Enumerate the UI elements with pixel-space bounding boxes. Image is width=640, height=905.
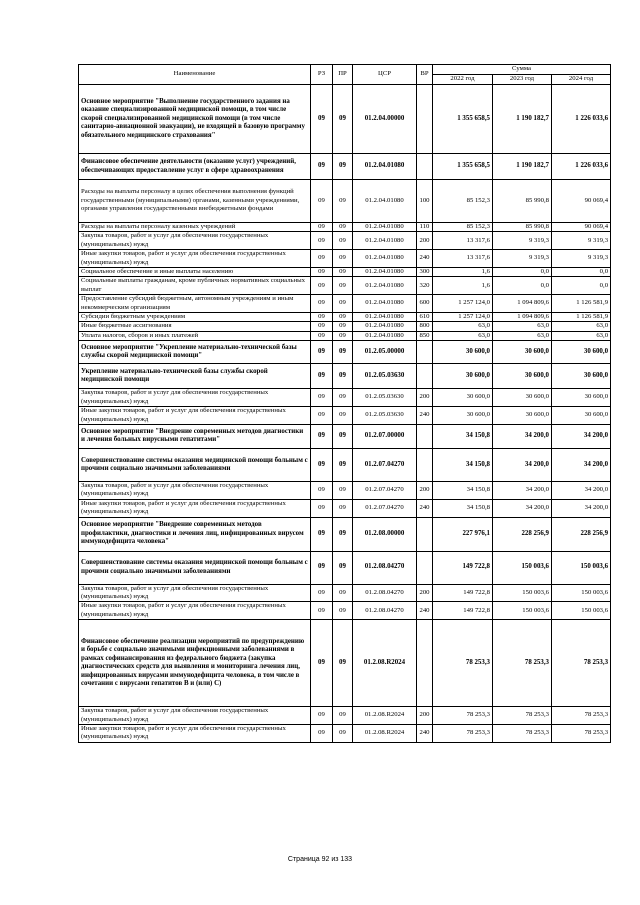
row-rz: 09 — [311, 277, 333, 295]
row-value-2022: 78 253,3 — [433, 724, 493, 742]
row-csr: 01.2.04.01080 — [353, 268, 417, 277]
row-value-2024: 1 126 581,9 — [552, 313, 611, 322]
row-vr — [417, 85, 433, 154]
row-value-2022: 85 152,3 — [433, 223, 493, 232]
row-value-2022: 13 317,6 — [433, 250, 493, 268]
row-name: Предоставление субсидий бюджетным, автономным учреждениям и иным некоммерческим организациям — [79, 295, 311, 313]
row-pr: 09 — [333, 313, 353, 322]
row-pr: 09 — [333, 295, 353, 313]
row-name: Иные закупки товаров, работ и услуг для обеспечения государственных (муниципальных) нужд — [79, 602, 311, 620]
row-csr: 01.2.04.01080 — [353, 295, 417, 313]
table-row — [79, 499, 611, 517]
row-value-2022: 1 355 658,5 — [433, 154, 493, 180]
row-value-2024: 1 226 033,6 — [552, 85, 611, 154]
row-vr: 200 — [417, 707, 433, 725]
row-value-2023: 78 253,3 — [493, 620, 552, 707]
row-pr: 09 — [333, 407, 353, 425]
row-pr: 09 — [333, 707, 353, 725]
table-row — [79, 331, 611, 340]
row-value-2024: 90 069,4 — [552, 180, 611, 223]
row-csr: 01.2.08.R2024 — [353, 724, 417, 742]
row-vr: 610 — [417, 313, 433, 322]
row-rz: 09 — [311, 407, 333, 425]
row-name: Субсидии бюджетным учреждениям — [79, 313, 311, 322]
table-row — [79, 295, 611, 313]
row-csr: 01.2.04.01080 — [353, 331, 417, 340]
row-vr: 240 — [417, 250, 433, 268]
table-header — [79, 65, 611, 85]
row-pr: 09 — [333, 331, 353, 340]
header-sum: Сумма — [433, 65, 611, 75]
row-name: Расходы на выплаты персоналу в целях обеспечения выполнения функций государственными (муниципальными) органами, казенными учреждениями, органами управления государственными внебюджетными фондами — [79, 180, 311, 223]
row-value-2023: 78 253,3 — [493, 707, 552, 725]
row-csr: 01.2.07.04270 — [353, 481, 417, 499]
row-value-2024: 34 200,0 — [552, 448, 611, 481]
row-name: Основное мероприятие "Внедрение современных методов профилактики, диагностики и лечения лиц, инфицированных вирусом иммунодефицита человека" — [79, 517, 311, 551]
row-value-2024: 0,0 — [552, 277, 611, 295]
row-pr: 09 — [333, 154, 353, 180]
row-pr: 09 — [333, 341, 353, 364]
row-pr: 09 — [333, 180, 353, 223]
row-vr — [417, 620, 433, 707]
row-rz: 09 — [311, 448, 333, 481]
row-csr: 01.2.08.04270 — [353, 584, 417, 602]
row-csr: 01.2.07.04270 — [353, 499, 417, 517]
header-name: Наименование — [79, 65, 311, 85]
row-value-2024: 63,0 — [552, 331, 611, 340]
row-value-2023: 63,0 — [493, 322, 552, 331]
row-value-2022: 1 257 124,0 — [433, 313, 493, 322]
row-value-2022: 1,6 — [433, 277, 493, 295]
table-row — [79, 389, 611, 407]
row-csr: 01.2.08.04270 — [353, 602, 417, 620]
row-value-2023: 1 094 809,6 — [493, 295, 552, 313]
row-value-2022: 227 976,1 — [433, 517, 493, 551]
row-name: Закупка товаров, работ и услуг для обеспечения государственных (муниципальных) нужд — [79, 707, 311, 725]
row-value-2024: 30 600,0 — [552, 389, 611, 407]
row-value-2023: 0,0 — [493, 268, 552, 277]
row-rz: 09 — [311, 551, 333, 584]
row-pr: 09 — [333, 85, 353, 154]
row-csr: 01.2.04.01080 — [353, 180, 417, 223]
table-row — [79, 364, 611, 389]
row-vr: 200 — [417, 481, 433, 499]
row-value-2022: 34 150,8 — [433, 424, 493, 448]
row-value-2023: 150 003,6 — [493, 584, 552, 602]
row-value-2024: 34 200,0 — [552, 481, 611, 499]
row-value-2023: 30 600,0 — [493, 407, 552, 425]
row-value-2022: 63,0 — [433, 322, 493, 331]
row-csr: 01.2.07.04270 — [353, 448, 417, 481]
row-name: Иные закупки товаров, работ и услуг для обеспечения государственных (муниципальных) нужд — [79, 250, 311, 268]
row-value-2023: 1 190 182,7 — [493, 85, 552, 154]
row-name: Закупка товаров, работ и услуг для обеспечения государственных (муниципальных) нужд — [79, 481, 311, 499]
row-rz: 09 — [311, 180, 333, 223]
row-pr: 09 — [333, 424, 353, 448]
row-name: Совершенствование системы оказания медицинской помощи больным с прочими социально значимыми заболеваниями — [79, 448, 311, 481]
row-csr: 01.2.05.03630 — [353, 364, 417, 389]
table-row — [79, 313, 611, 322]
row-value-2022: 1 355 658,5 — [433, 85, 493, 154]
table-row — [79, 551, 611, 584]
row-value-2023: 30 600,0 — [493, 364, 552, 389]
row-value-2022: 30 600,0 — [433, 389, 493, 407]
row-value-2023: 30 600,0 — [493, 389, 552, 407]
row-value-2022: 149 722,8 — [433, 584, 493, 602]
row-value-2023: 34 200,0 — [493, 499, 552, 517]
row-name: Укрепление материально-технической базы службы скорой медицинской помощи — [79, 364, 311, 389]
row-name: Совершенствование системы оказания медицинской помощи больным с прочими социально значимыми заболеваниями — [79, 551, 311, 584]
row-vr: 240 — [417, 499, 433, 517]
row-name: Закупка товаров, работ и услуг для обеспечения государственных (муниципальных) нужд — [79, 232, 311, 250]
row-csr: 01.2.04.01080 — [353, 277, 417, 295]
row-name: Закупка товаров, работ и услуг для обеспечения государственных (муниципальных) нужд — [79, 389, 311, 407]
row-value-2024: 63,0 — [552, 322, 611, 331]
table-row — [79, 322, 611, 331]
table-row — [79, 448, 611, 481]
row-value-2023: 63,0 — [493, 331, 552, 340]
table-row — [79, 407, 611, 425]
row-value-2023: 34 200,0 — [493, 448, 552, 481]
row-rz: 09 — [311, 341, 333, 364]
row-vr: 110 — [417, 223, 433, 232]
header-year-2023: 2023 год — [493, 75, 552, 85]
row-value-2023: 9 319,3 — [493, 250, 552, 268]
row-value-2024: 30 600,0 — [552, 341, 611, 364]
row-value-2024: 34 200,0 — [552, 499, 611, 517]
table-row — [79, 481, 611, 499]
row-value-2023: 9 319,3 — [493, 232, 552, 250]
row-value-2022: 34 150,8 — [433, 481, 493, 499]
row-name: Иные закупки товаров, работ и услуг для обеспечения государственных (муниципальных) нужд — [79, 407, 311, 425]
row-vr — [417, 551, 433, 584]
row-rz: 09 — [311, 250, 333, 268]
row-csr: 01.2.08.R2024 — [353, 620, 417, 707]
row-rz: 09 — [311, 313, 333, 322]
row-vr: 200 — [417, 584, 433, 602]
row-pr: 09 — [333, 602, 353, 620]
row-name: Иные закупки товаров, работ и услуг для обеспечения государственных (муниципальных) нужд — [79, 499, 311, 517]
row-value-2022: 34 150,8 — [433, 448, 493, 481]
row-value-2024: 228 256,9 — [552, 517, 611, 551]
row-pr: 09 — [333, 364, 353, 389]
row-name: Финансовое обеспечение реализации мероприятий по предупреждению и борьбе с социально значимыми инфекционными заболеваниями в рамках софинансирования из федерального бюджета (закупка диагностических средств для выявления и мониторинга лечения лиц, инфицированных вирусами иммунодефицита человека, в том числе в сочетании с вирусами гепатитов В и (или) С) — [79, 620, 311, 707]
row-value-2022: 1 257 124,0 — [433, 295, 493, 313]
row-value-2024: 0,0 — [552, 268, 611, 277]
row-vr — [417, 424, 433, 448]
header-year-2024: 2024 год — [552, 75, 611, 85]
row-pr: 09 — [333, 277, 353, 295]
row-csr: 01.2.04.00000 — [353, 85, 417, 154]
table-row — [79, 277, 611, 295]
header-csr: ЦСР — [353, 65, 417, 85]
row-rz: 09 — [311, 154, 333, 180]
row-vr: 200 — [417, 232, 433, 250]
row-value-2023: 1 190 182,7 — [493, 154, 552, 180]
row-csr: 01.2.04.01080 — [353, 232, 417, 250]
row-rz: 09 — [311, 499, 333, 517]
row-csr: 01.2.07.00000 — [353, 424, 417, 448]
row-vr — [417, 364, 433, 389]
row-value-2022: 149 722,8 — [433, 551, 493, 584]
row-pr: 09 — [333, 448, 353, 481]
row-name: Социальные выплаты гражданам, кроме публичных нормативных социальных выплат — [79, 277, 311, 295]
table-row — [79, 223, 611, 232]
table-row — [79, 584, 611, 602]
row-value-2023: 1 094 809,6 — [493, 313, 552, 322]
row-rz: 09 — [311, 232, 333, 250]
row-rz: 09 — [311, 295, 333, 313]
row-rz: 09 — [311, 724, 333, 742]
table-row — [79, 232, 611, 250]
row-value-2022: 85 152,3 — [433, 180, 493, 223]
row-csr: 01.2.04.01080 — [353, 223, 417, 232]
row-name: Финансовое обеспечение деятельности (оказание услуг) учреждений, обеспечивающих предоставление услуг в сфере здравоохранения — [79, 154, 311, 180]
page-number: Страница 92 из 133 — [287, 856, 353, 863]
row-rz: 09 — [311, 364, 333, 389]
row-vr: 200 — [417, 389, 433, 407]
row-name: Основное мероприятие "Выполнение государственного задания на оказание специализированной медицинской помощи, в том числе скорой специализированной медицинской помощи (в том числе санитарно-авиационной эвакуации), не входящей в базовую программу обязательного медицинского страхования" — [79, 85, 311, 154]
table-row — [79, 250, 611, 268]
row-rz: 09 — [311, 223, 333, 232]
row-pr: 09 — [333, 322, 353, 331]
row-vr: 320 — [417, 277, 433, 295]
row-pr: 09 — [333, 481, 353, 499]
row-rz: 09 — [311, 331, 333, 340]
row-value-2023: 78 253,3 — [493, 724, 552, 742]
row-csr: 01.2.05.03630 — [353, 407, 417, 425]
row-value-2024: 1 126 581,9 — [552, 295, 611, 313]
row-rz: 09 — [311, 620, 333, 707]
table-row — [79, 154, 611, 180]
row-pr: 09 — [333, 232, 353, 250]
budget-table — [78, 64, 611, 743]
row-vr: 240 — [417, 407, 433, 425]
table-row — [79, 724, 611, 742]
row-pr: 09 — [333, 223, 353, 232]
row-value-2023: 85 990,8 — [493, 180, 552, 223]
table-row — [79, 180, 611, 223]
table-body — [79, 85, 611, 743]
row-value-2024: 150 003,6 — [552, 551, 611, 584]
row-name: Закупка товаров, работ и услуг для обеспечения государственных (муниципальных) нужд — [79, 584, 311, 602]
header-year-2022: 2022 год — [433, 75, 493, 85]
row-vr: 300 — [417, 268, 433, 277]
row-vr: 240 — [417, 724, 433, 742]
table-row — [79, 268, 611, 277]
row-csr: 01.2.04.01080 — [353, 154, 417, 180]
row-pr: 09 — [333, 620, 353, 707]
row-pr: 09 — [333, 389, 353, 407]
row-name: Основное мероприятие "Укрепление материально-технической базы службы скорой медицинской помощи" — [79, 341, 311, 364]
row-rz: 09 — [311, 517, 333, 551]
row-name: Социальное обеспечение и иные выплаты населению — [79, 268, 311, 277]
row-pr: 09 — [333, 551, 353, 584]
row-vr — [417, 154, 433, 180]
row-csr: 01.2.05.03630 — [353, 389, 417, 407]
table-row — [79, 85, 611, 154]
row-value-2023: 30 600,0 — [493, 341, 552, 364]
row-value-2024: 78 253,3 — [552, 707, 611, 725]
table-row — [79, 707, 611, 725]
row-csr: 01.2.04.01080 — [353, 322, 417, 331]
row-rz: 09 — [311, 85, 333, 154]
row-value-2024: 150 003,6 — [552, 602, 611, 620]
row-vr: 100 — [417, 180, 433, 223]
row-value-2024: 1 226 033,6 — [552, 154, 611, 180]
row-value-2024: 9 319,3 — [552, 250, 611, 268]
row-pr: 09 — [333, 268, 353, 277]
row-pr: 09 — [333, 250, 353, 268]
row-value-2022: 149 722,8 — [433, 602, 493, 620]
row-value-2024: 78 253,3 — [552, 620, 611, 707]
table-row — [79, 517, 611, 551]
row-vr — [417, 517, 433, 551]
row-value-2024: 78 253,3 — [552, 724, 611, 742]
row-pr: 09 — [333, 584, 353, 602]
row-rz: 09 — [311, 389, 333, 407]
row-csr: 01.2.08.04270 — [353, 551, 417, 584]
row-csr: 01.2.08.00000 — [353, 517, 417, 551]
row-name: Иные закупки товаров, работ и услуг для обеспечения государственных (муниципальных) нужд — [79, 724, 311, 742]
row-value-2022: 78 253,3 — [433, 707, 493, 725]
row-value-2022: 30 600,0 — [433, 407, 493, 425]
row-csr: 01.2.04.01080 — [353, 250, 417, 268]
row-rz: 09 — [311, 481, 333, 499]
table-row — [79, 424, 611, 448]
row-value-2024: 30 600,0 — [552, 364, 611, 389]
row-vr: 600 — [417, 295, 433, 313]
row-value-2022: 63,0 — [433, 331, 493, 340]
header-pr: ПР — [333, 65, 353, 85]
row-value-2022: 30 600,0 — [433, 364, 493, 389]
row-value-2023: 85 990,8 — [493, 223, 552, 232]
row-pr: 09 — [333, 517, 353, 551]
table-row — [79, 602, 611, 620]
row-csr: 01.2.08.R2024 — [353, 707, 417, 725]
row-value-2024: 90 069,4 — [552, 223, 611, 232]
row-name: Расходы на выплаты персоналу казенных учреждений — [79, 223, 311, 232]
row-value-2023: 0,0 — [493, 277, 552, 295]
row-value-2024: 34 200,0 — [552, 424, 611, 448]
table-row — [79, 620, 611, 707]
row-vr: 800 — [417, 322, 433, 331]
row-value-2023: 150 003,6 — [493, 551, 552, 584]
row-rz: 09 — [311, 584, 333, 602]
row-value-2023: 34 200,0 — [493, 481, 552, 499]
row-value-2023: 150 003,6 — [493, 602, 552, 620]
row-pr: 09 — [333, 724, 353, 742]
row-pr: 09 — [333, 499, 353, 517]
row-vr — [417, 448, 433, 481]
row-value-2022: 30 600,0 — [433, 341, 493, 364]
row-value-2022: 34 150,8 — [433, 499, 493, 517]
row-value-2022: 78 253,3 — [433, 620, 493, 707]
row-value-2024: 9 319,3 — [552, 232, 611, 250]
row-rz: 09 — [311, 268, 333, 277]
row-vr — [417, 341, 433, 364]
row-rz: 09 — [311, 322, 333, 331]
row-rz: 09 — [311, 707, 333, 725]
row-rz: 09 — [311, 424, 333, 448]
row-rz: 09 — [311, 602, 333, 620]
row-value-2023: 34 200,0 — [493, 424, 552, 448]
row-csr: 01.2.05.00000 — [353, 341, 417, 364]
header-vr: ВР — [417, 65, 433, 85]
row-name: Уплата налогов, сборов и иных платежей — [79, 331, 311, 340]
header-rz: РЗ — [311, 65, 333, 85]
row-vr: 240 — [417, 602, 433, 620]
row-csr: 01.2.04.01080 — [353, 313, 417, 322]
row-name: Основное мероприятие "Внедрение современных методов диагностики и лечения больных вирусными гепатитами" — [79, 424, 311, 448]
row-value-2024: 30 600,0 — [552, 407, 611, 425]
table-row — [79, 341, 611, 364]
row-vr: 850 — [417, 331, 433, 340]
row-name: Иные бюджетные ассигнования — [79, 322, 311, 331]
row-value-2022: 13 317,6 — [433, 232, 493, 250]
row-value-2023: 228 256,9 — [493, 517, 552, 551]
row-value-2022: 1,6 — [433, 268, 493, 277]
row-value-2024: 150 003,6 — [552, 584, 611, 602]
